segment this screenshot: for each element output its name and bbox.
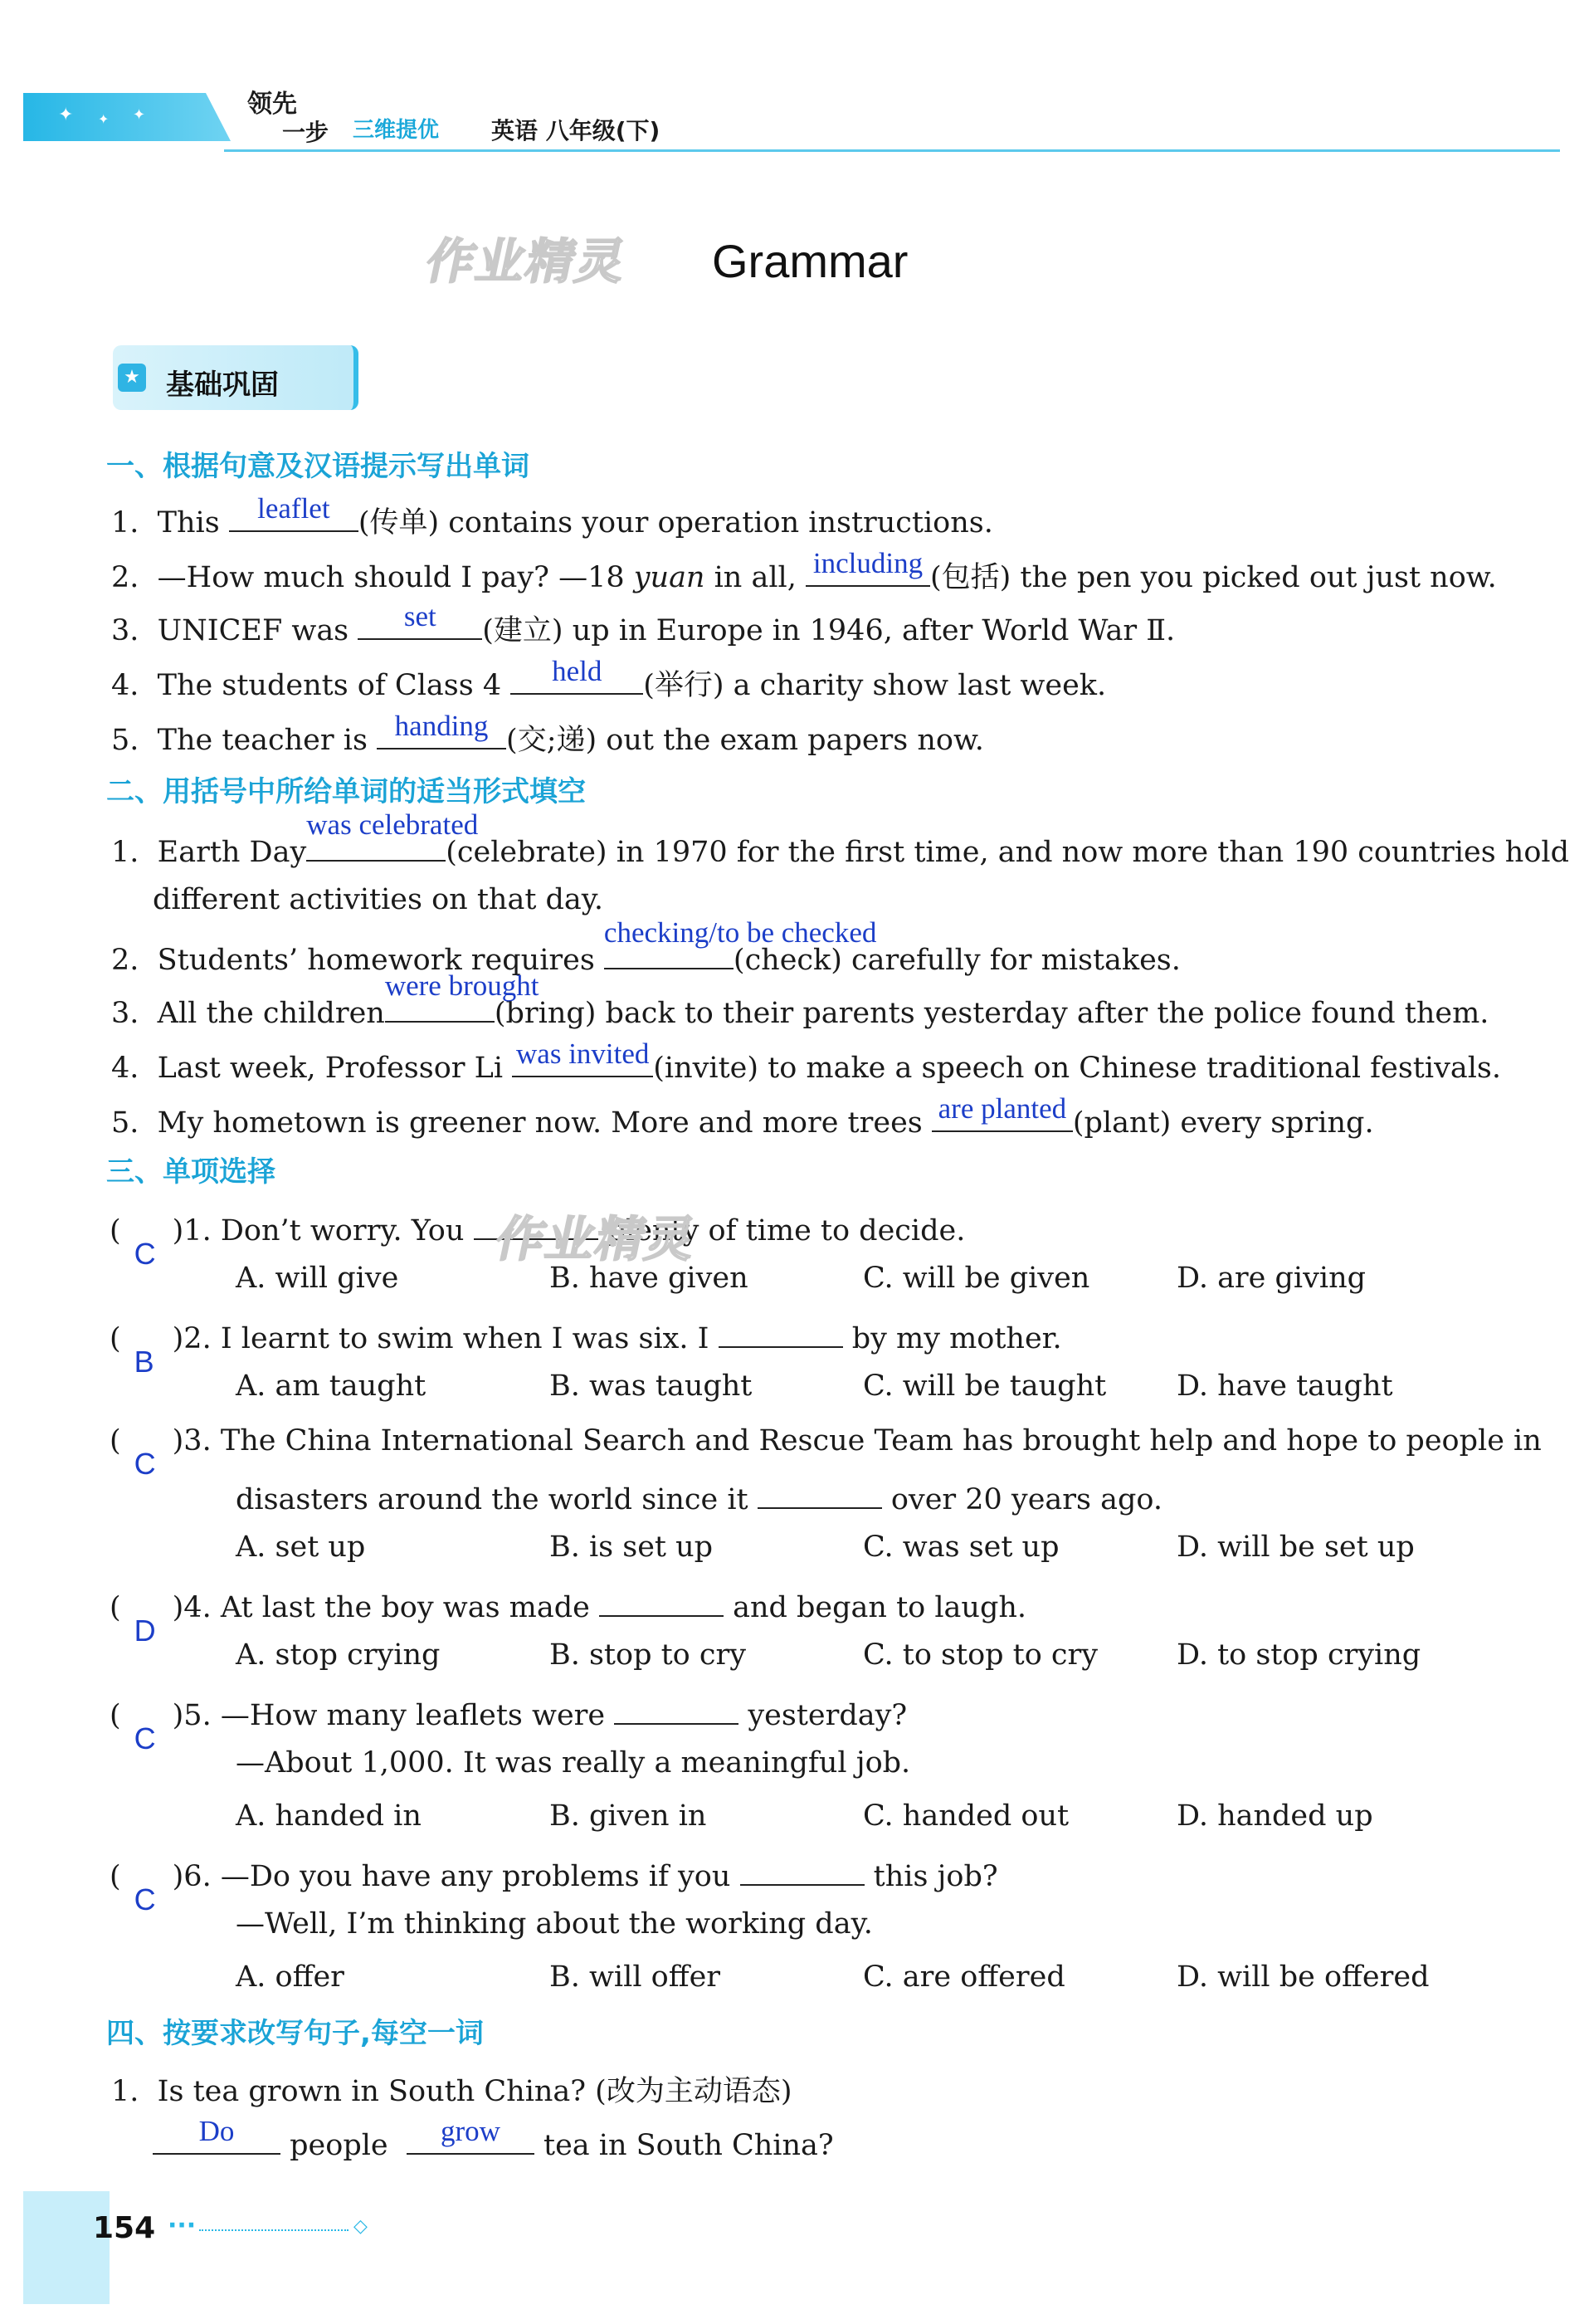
option: C. handed out: [863, 1799, 1070, 1833]
badge-label: 基础巩固: [166, 369, 279, 402]
answer-text: are planted: [938, 1092, 1067, 1125]
mcq-question: ( B )2. I learnt to swim when I was six. I by my mother.: [110, 1316, 1062, 1355]
mcq-question: ( C )3. The China International Search and Rescue Team has brought help and hope to people in: [110, 1424, 1542, 1481]
exercise-item: 1. Is tea grown in South China? (改为主动语态): [111, 2075, 792, 2108]
option: D. are giving: [1177, 1262, 1367, 1295]
diamond-icon: ◇: [353, 2216, 368, 2237]
mcq-question-cont: —About 1,000. It was really a meaningful job.: [236, 1746, 911, 1780]
exercise-item: 1. This leaflet (传单) contains your operation instructions.: [111, 492, 993, 540]
exercise-item: 4. The students of Class 4 held (举行) a charity show last week.: [111, 655, 1107, 702]
option: B. given in: [549, 1799, 707, 1833]
exercise-item: 3. All the children were brought (bring) back to their parents yesterday after the police found them.: [111, 969, 1489, 1030]
option: D. to stop crying: [1177, 1638, 1421, 1672]
exercise-item: 5. My hometown is greener now. More and more trees are planted (plant) every spring.: [111, 1092, 1374, 1140]
star-icon: ✦: [58, 105, 74, 125]
option: D. will be set up: [1177, 1531, 1415, 1564]
section-heading: 三、单项选择: [106, 1155, 275, 1189]
answer-text: C: [134, 1447, 156, 1481]
answer-text: grow: [440, 2115, 500, 2147]
answer-text: set: [403, 600, 436, 632]
exercise-item: 5. The teacher is handing (交;递) out the exam papers now.: [111, 710, 984, 757]
answer-text: was celebrated: [306, 808, 479, 841]
answer-text: C: [134, 1721, 156, 1755]
exercise-item: 1. Earth Day was celebrated (celebrate) in 1970 for the first time, and now more than 190 countries hold: [111, 808, 1570, 869]
exercise-item-answer: Do people grow tea in South China?: [153, 2123, 834, 2162]
page-title: Grammar: [712, 235, 909, 287]
option: C. are offered: [863, 1960, 1065, 1994]
answer-text: checking/to be checked: [603, 916, 877, 949]
exercise-item: 2. Students’ homework requires checking/to be checked (check) carefully for mistakes.: [111, 916, 1181, 977]
mcq-question: ( C )5. —How many leaflets were yesterday?: [110, 1693, 907, 1732]
exercise-item-cont: different activities on that day.: [153, 883, 604, 916]
answer-text: leaflet: [257, 492, 330, 525]
page-number: 154: [93, 2211, 156, 2245]
option: C. to stop to cry: [863, 1638, 1099, 1672]
exercise-item: 3. UNICEF was set (建立) up in Europe in 1946, after World War Ⅱ.: [111, 600, 1176, 647]
star-icon: ★: [118, 364, 146, 392]
exercise-item: 4. Last week, Professor Li was invited (invite) to make a speech on Chinese traditional festivals.: [111, 1038, 1501, 1085]
star-icon: ✦: [133, 106, 146, 124]
subject-grade: 英语 八年级(下): [491, 117, 660, 144]
brand-top: 领先: [247, 90, 297, 119]
answer-text: D: [134, 1614, 156, 1648]
header-banner: [23, 93, 231, 141]
option: B. is set up: [549, 1531, 714, 1564]
mcq-question: ( C )6. —Do you have any problems if you this job?: [110, 1854, 998, 1893]
watermark: 作业精灵: [490, 1211, 703, 1267]
star-icon: ✦: [98, 111, 110, 127]
answer-text: B: [134, 1345, 154, 1379]
answer-text: C: [134, 1882, 156, 1916]
option: A. will give: [236, 1262, 399, 1295]
answer-text: held: [552, 655, 602, 687]
header-rule: [224, 149, 1560, 152]
exercise-item: 2. —How much should I pay? —18 yuan in all, including (包括) the pen you picked out just now.: [111, 547, 1497, 594]
series-name: 三维提优: [353, 118, 440, 143]
option: A. am taught: [236, 1370, 426, 1403]
option: D. handed up: [1177, 1799, 1373, 1833]
brand-bottom: 一步: [282, 119, 329, 146]
answer-text: Do: [198, 2115, 235, 2147]
option: D. have taught: [1177, 1370, 1393, 1403]
answer-text: including: [812, 547, 924, 579]
option: B. have given: [549, 1262, 748, 1295]
footer-dotted-line: [199, 2229, 349, 2231]
mcq-question: ( D )4. At last the boy was made and began to laugh.: [110, 1585, 1026, 1624]
option: A. offer: [236, 1960, 344, 1994]
option: B. will offer: [549, 1960, 721, 1994]
mcq-question-cont: —Well, I’m thinking about the working day.: [236, 1907, 873, 1941]
section-heading: 一、根据句意及汉语提示写出单词: [106, 450, 529, 483]
footer-block: [23, 2191, 110, 2304]
option: C. will be taught: [863, 1370, 1107, 1403]
watermark: 作业精灵: [421, 233, 633, 290]
section-heading: 四、按要求改写句子,每空一词: [106, 2017, 484, 2050]
answer-text: handing: [394, 710, 489, 742]
answer-text: was invited: [516, 1038, 650, 1070]
option: B. stop to cry: [549, 1638, 746, 1672]
option: B. was taught: [549, 1370, 753, 1403]
option: A. stop crying: [236, 1638, 441, 1672]
page-dots: ···: [168, 2211, 197, 2240]
mcq-question-cont: disasters around the world since it over 20 years ago.: [236, 1477, 1163, 1516]
answer-text: C: [134, 1237, 156, 1271]
option: C. will be given: [863, 1262, 1090, 1295]
mcq-question: ( C )1. Don’t worry. You plenty of time to decide.: [110, 1208, 965, 1247]
option: C. was set up: [863, 1531, 1060, 1564]
option: A. handed in: [236, 1799, 422, 1833]
section-heading: 二、用括号中所给单词的适当形式填空: [106, 775, 586, 808]
answer-text: were brought: [384, 969, 539, 1002]
option: D. will be offered: [1177, 1960, 1430, 1994]
option: A. set up: [236, 1531, 366, 1564]
